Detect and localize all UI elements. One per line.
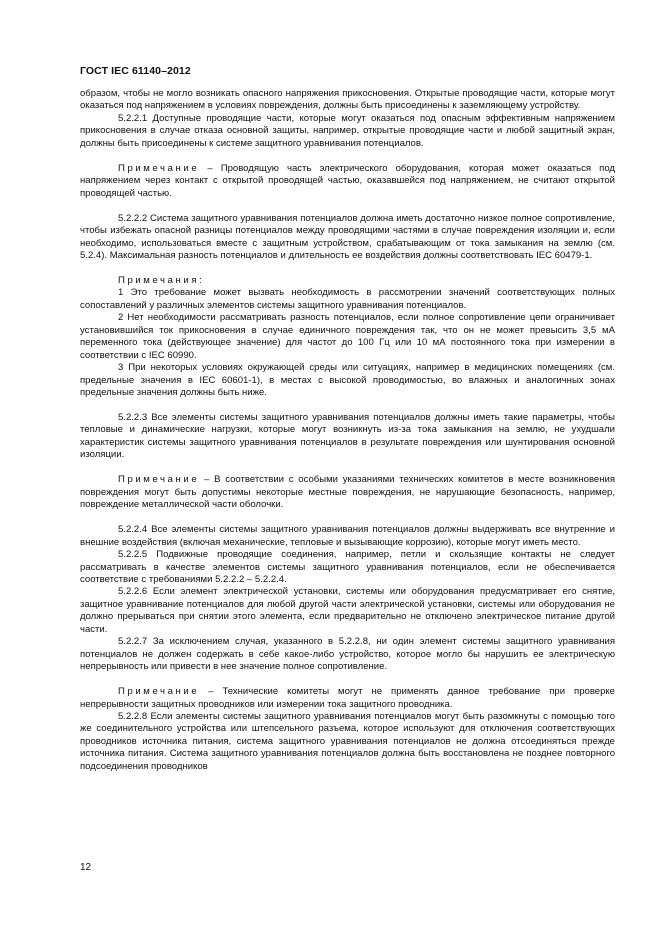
clause-5-2-2-4: 5.2.2.4 Все элементы системы защитного уравнивания потенциалов должны выдерживать все внутренние и внешние воздействия (включая механические, тепловые и вызывающие коррозию), которые могут иметь место. (80, 524, 615, 548)
clause-5-2-2-8: 5.2.2.8 Если элементы системы защитного уравнивания потенциалов могут быть разомкнуты с помощью того же соединительного устройства или штепсельного разъема, которое используют для отключения соответствующих проводников источника питания, система защитного уравнивания потенциалов не должна отсоединяться прежде источника питания. Система защитного уравнивания потенциалов должна быть восстановлена не позднее повторного подсоединения проводников (80, 710, 615, 772)
note-text: – Проводящую часть электрического оборудования, которая может оказаться под напряжением через контакт с открытой проводящей частью, оказавшейся под напряжением, не считают открытой проводящей частью. (80, 162, 615, 199)
clause-5-2-2-2: 5.2.2.2 Система защитного уравнивания потенциалов должна иметь достаточно низкое полное сопротивление, чтобы избежать опасной разницы потенциалов между проводящими частями в случае повреждения изоляции и, если необходимо, использоваться вместе с защитным устройством, срабатывающим от тока замыкания на землю (см. 5.2.4). Максимальная разность потенциалов и длительность ее воздействия должны соответствовать IEC 60479-1. (80, 212, 615, 261)
note-label: Примечание (118, 686, 200, 698)
paragraph-continuation: образом, чтобы не могло возникать опасного напряжения прикосновения. Открытые проводящие части, которые могут оказаться под напряжением в условиях повреждения, должны быть присоединены к заземляющему устройству. (80, 88, 615, 112)
clause-5-2-2-1: 5.2.2.1 Доступные проводящие части, которые могут оказаться под опасным эффективным напряжением прикосновения в случае отказа основной защиты, например, открытые проводящие части и любой защитный экран, должны быть присоединены к системе защитного уравнивания потенциалов. (80, 112, 615, 149)
note-label: Примечание (118, 474, 200, 486)
note-item-3: 3 При некоторых условиях окружающей среды или ситуациях, например в медицинских помещениях (см. предельные значения в IEC 60601-1), в местах с высокой проводимостью, во влажных и аналогичных зонах предельные значения должны быть ниже. (80, 362, 615, 399)
note-text: – В соответствии с особыми указаниями технических комитетов в месте возникновения повреждения могут быть допустимы некоторые местные повреждения, не нарушающие безопасность, например, повреждение металлической части оболочки. (80, 474, 615, 511)
note-text: – Технические комитеты могут не применять данное требование при проверке непрерывности защитных проводников или измерении тока защитного проводника. (80, 686, 615, 710)
note-item-1: 1 Это требование может вызвать необходимость в рассмотрении значений соответствующих полных сопоставлений у различных элементов системы защитного уравнивания потенциалов. (80, 287, 615, 311)
note-1 (80, 163, 615, 200)
clause-5-2-2-7: 5.2.2.7 За исключением случая, указанного в 5.2.2.8, ни один элемент системы защитного уравнивания потенциалов не должен содержать в себе какое-либо устройство, которое могло бы нарушить ее электрическую непрерывность или привести в нее значение полное сопротивление. (80, 636, 615, 673)
document-header: ГОСТ IEC 61140–2012 (80, 65, 191, 77)
note-3 (80, 686, 615, 711)
clause-5-2-2-3: 5.2.2.3 Все элементы системы защитного уравнивания потенциалов должны иметь такие параметры, чтобы тепловые и динамические нагрузки, которые могут возникнуть из-за тока замыкания на землю, не ухудшали характеристик системы защитного уравнивания потенциалов в результате повреждения или шунтирования основной изоляции. (80, 411, 615, 461)
notes-heading: Примечания: (118, 274, 205, 286)
clause-5-2-2-5: 5.2.2.5 Подвижные проводящие соединения, например, петли и скользящие контакты не следует рассматривать в качестве элементов системы защитного уравнивания потенциалов, если не обеспечивается соответствие с требованиями 5.2.2.2 – 5.2.2.4. (80, 549, 615, 585)
document-body (80, 88, 615, 773)
page-number: 12 (80, 862, 92, 873)
note-2 (80, 474, 615, 511)
note-label: Примечание (118, 162, 200, 174)
clause-5-2-2-6: 5.2.2.6 Если элемент электрической установки, системы или оборудования предусматривает его снятие, защитное уравнивание потенциалов для любой другой части электрической установки, системы или оборудования не должно прерываться при снятии этого элемента, если предварительно не отключено электрическое питание другой части. (80, 586, 615, 635)
note-item-2: 2 Нет необходимости рассматривать разность потенциалов, если полное сопротивление цепи ограничивает установившийся ток прикосновения в случае единичного повреждения так, что он не может превысить 3,5 мА переменного тока (действующее значение) для частот до 100 Гц или 10 мА постоянного тока при измерении в соответствии с IEC 60990. (80, 312, 615, 361)
